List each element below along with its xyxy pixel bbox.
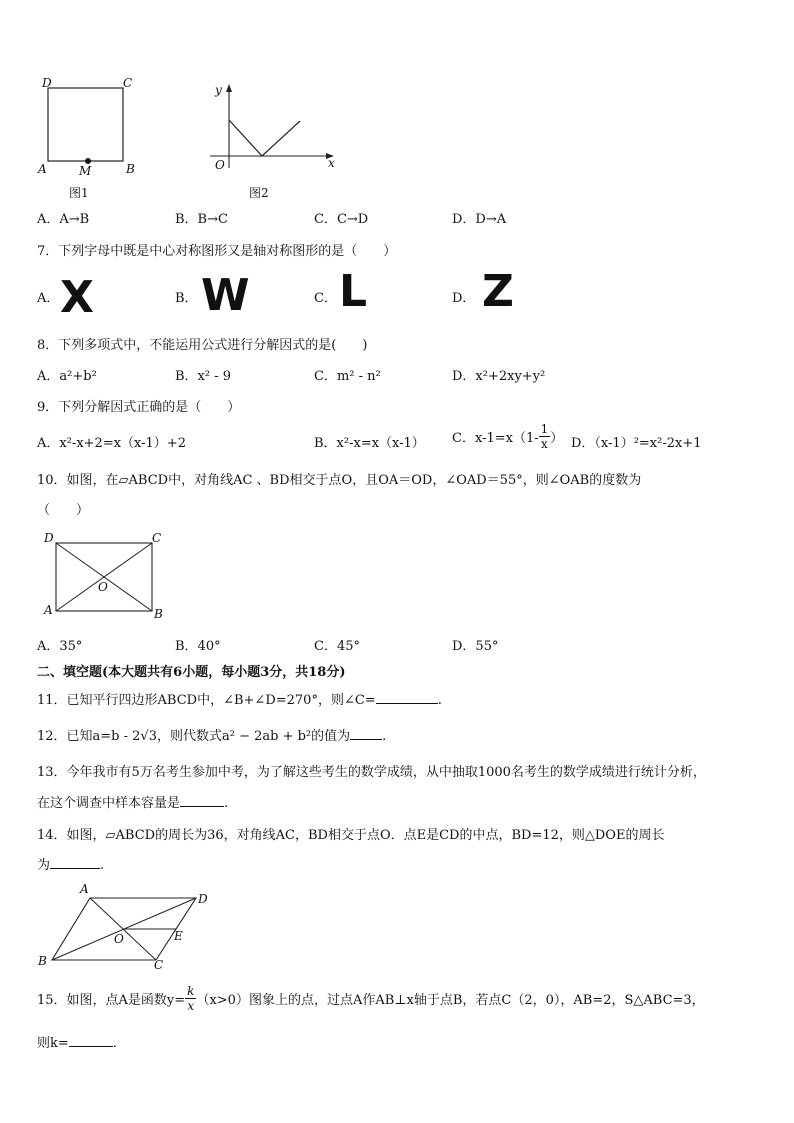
q15-answer-blank[interactable]: [69, 1034, 113, 1047]
q8-option-b[interactable]: B．x² - 9: [175, 369, 232, 384]
q9-option-a[interactable]: A．x²-x+2=x（x-1）+2: [37, 436, 186, 451]
q14-line2: 为 .: [37, 858, 105, 873]
q14-line1: 14．如图，▱ABCD的周长为36，对角线AC，BD相交于点O．点E是CD的中点，BD=12，则△DOE的周长: [37, 828, 665, 843]
section-2-heading: 二、填空题(本大题共有6小题，每小题3分，共18分): [37, 665, 346, 680]
q14-label-e: E: [174, 929, 183, 943]
q10-stem: 10．如图，在▱ABCD中，对角线AC 、BD相交于点O，且OA＝OD，∠OAD＝55°，则∠OAB的度数为: [37, 473, 642, 488]
square-label-m: M: [79, 164, 92, 178]
square-label-a: A: [38, 162, 47, 176]
q10-option-b[interactable]: B．40°: [175, 639, 221, 654]
q7-prefix-b: B．: [175, 291, 198, 306]
q9-option-c-post: ）: [550, 431, 564, 446]
q6-option-a[interactable]: A．A→B: [37, 212, 90, 227]
q10-option-a[interactable]: A．35°: [37, 639, 83, 654]
q10-label-c: C: [152, 531, 162, 545]
q7-stem: 7．下列字母中既是中心对称图形又是轴对称图形的是（ ）: [37, 244, 397, 259]
figure-1-caption: 图1: [69, 186, 89, 200]
q8-option-d[interactable]: D．x²+2xy+y²: [452, 369, 546, 384]
figure-2-caption: 图2: [249, 186, 269, 200]
q13-line1: 13．今年我市有5万名考生参加中考，为了解这些考生的数学成绩，从中抽取1000名考生的数学成绩进行统计分析，: [37, 765, 706, 780]
q10-stem-paren: （ ）: [37, 503, 90, 518]
q15-line2: 则k= .: [37, 1036, 117, 1051]
q10-label-a: A: [44, 603, 53, 617]
q11-text: 11．已知平行四边形ABCD中，∠B+∠D=270°，则∠C= .: [37, 693, 442, 708]
q12-text: 12．已知a=b - 2√3，则代数式a² − 2ab + b²的值为 .: [37, 729, 387, 744]
q9-option-d[interactable]: D．（x-1）²=x²-2x+1: [571, 436, 702, 451]
q15-line1: 15．如图，点A是函数y= $\frac{k}{x}$ （x>0）图象上的点，过点A作AB⊥x轴于点B，若点C（2，0），AB=2，S△ABC=3，: [37, 984, 705, 1013]
graph-label-x: x: [328, 156, 335, 170]
q9-option-b[interactable]: B．x²-x=x（x-1）: [314, 436, 425, 451]
q6-option-b[interactable]: B．B→C: [175, 212, 228, 227]
q7-option-d-letter[interactable]: Z: [482, 266, 514, 317]
q15-fraction: $\frac{k}{x}$: [187, 984, 195, 1013]
q9-stem: 9．下列分解因式正确的是（ ）: [37, 400, 241, 415]
q6-option-c[interactable]: C．C→D: [314, 212, 369, 227]
q14-label-b: B: [38, 954, 47, 968]
q7-prefix-a: A．: [37, 291, 60, 306]
q7-prefix-d: D．: [452, 291, 476, 306]
q14-label-c: C: [154, 958, 164, 972]
q13-line2: 在这个调查中样本容量是 .: [37, 796, 229, 811]
q7-option-b-letter[interactable]: W: [201, 270, 250, 321]
q8-stem: 8．下列多项式中，不能运用公式进行分解因式的是( ): [37, 338, 368, 353]
q10-option-c[interactable]: C．45°: [314, 639, 360, 654]
square-label-c: C: [123, 76, 133, 90]
graph-label-o: O: [215, 158, 225, 172]
q7-prefix-c: C．: [314, 291, 337, 306]
q6-option-d[interactable]: D．D→A: [452, 212, 507, 227]
q10-label-b: B: [154, 607, 163, 621]
q14-label-a: A: [80, 882, 89, 896]
q10-option-d[interactable]: D．55°: [452, 639, 499, 654]
q8-option-a[interactable]: A．a²+b²: [37, 369, 97, 384]
q14-label-o: O: [114, 932, 124, 946]
graph-label-y: y: [215, 83, 222, 97]
q10-label-o: O: [98, 580, 108, 594]
q10-label-d: D: [44, 531, 54, 545]
q9-option-c-pre: C．x-1=x（1-: [452, 431, 539, 446]
square-label-b: B: [126, 162, 135, 176]
q7-option-c-letter[interactable]: L: [339, 266, 368, 317]
q7-option-a-letter[interactable]: X: [60, 272, 94, 323]
square-label-d: D: [42, 76, 52, 90]
q9-option-c-fraction: $\frac{1}{x}$: [540, 422, 549, 451]
q8-option-c[interactable]: C．m² - n²: [314, 369, 381, 384]
q14-label-d: D: [198, 892, 208, 906]
